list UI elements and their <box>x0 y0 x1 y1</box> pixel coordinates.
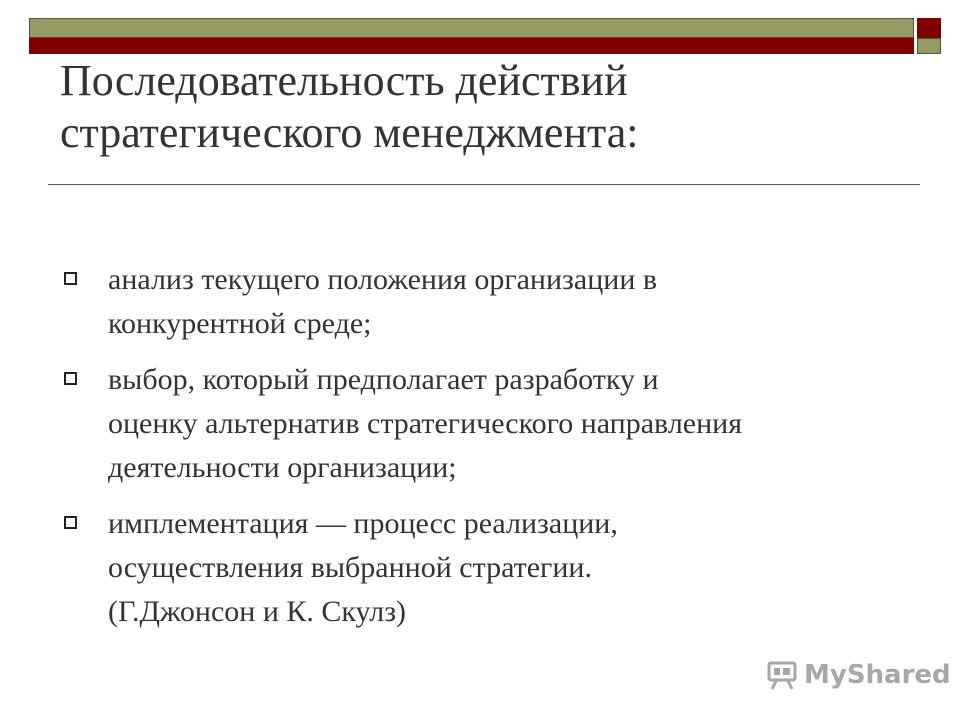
bullet-item <box>60 258 920 346</box>
bullet-item <box>60 358 920 490</box>
bullet-line: конкурентной среде; <box>108 307 372 340</box>
header-olive-stripe <box>29 18 914 38</box>
presentation-board-icon <box>766 660 798 690</box>
bullet-text <box>108 258 920 346</box>
header-maroon-stripe <box>29 38 914 54</box>
header-corner-block <box>917 18 941 54</box>
bullet-text <box>108 502 920 634</box>
bullet-line: анализ текущего положения организации в <box>108 263 658 296</box>
bullet-item <box>60 502 920 634</box>
square-bullet-icon <box>64 372 77 385</box>
bullet-text <box>108 358 920 490</box>
bullet-list <box>60 258 920 646</box>
square-bullet-icon <box>64 272 77 285</box>
bullet-line: осуществления выбранной стратегии. <box>108 551 592 584</box>
square-bullet-icon <box>64 516 77 529</box>
header-decoration-bar <box>29 18 914 54</box>
bullet-line: (Г.Джонсон и К. Скулз) <box>108 595 407 628</box>
slide-title <box>60 55 920 159</box>
slide-title-line: стратегического менеджмента: <box>60 108 639 157</box>
title-divider <box>48 184 920 185</box>
bullet-line: оценку альтернатив стратегического направления <box>108 407 743 440</box>
bullet-line: выбор, который предполагает разработку и <box>108 363 659 396</box>
corner-olive-square <box>917 38 941 54</box>
slide-title-line: Последовательность действий <box>60 56 628 105</box>
bullet-line: деятельности организации; <box>108 451 457 484</box>
myshared-watermark <box>766 657 951 693</box>
watermark-text: MyShared <box>804 660 951 690</box>
bullet-line: имплементация — процесс реализации, <box>108 507 618 540</box>
corner-maroon-square <box>917 18 941 38</box>
